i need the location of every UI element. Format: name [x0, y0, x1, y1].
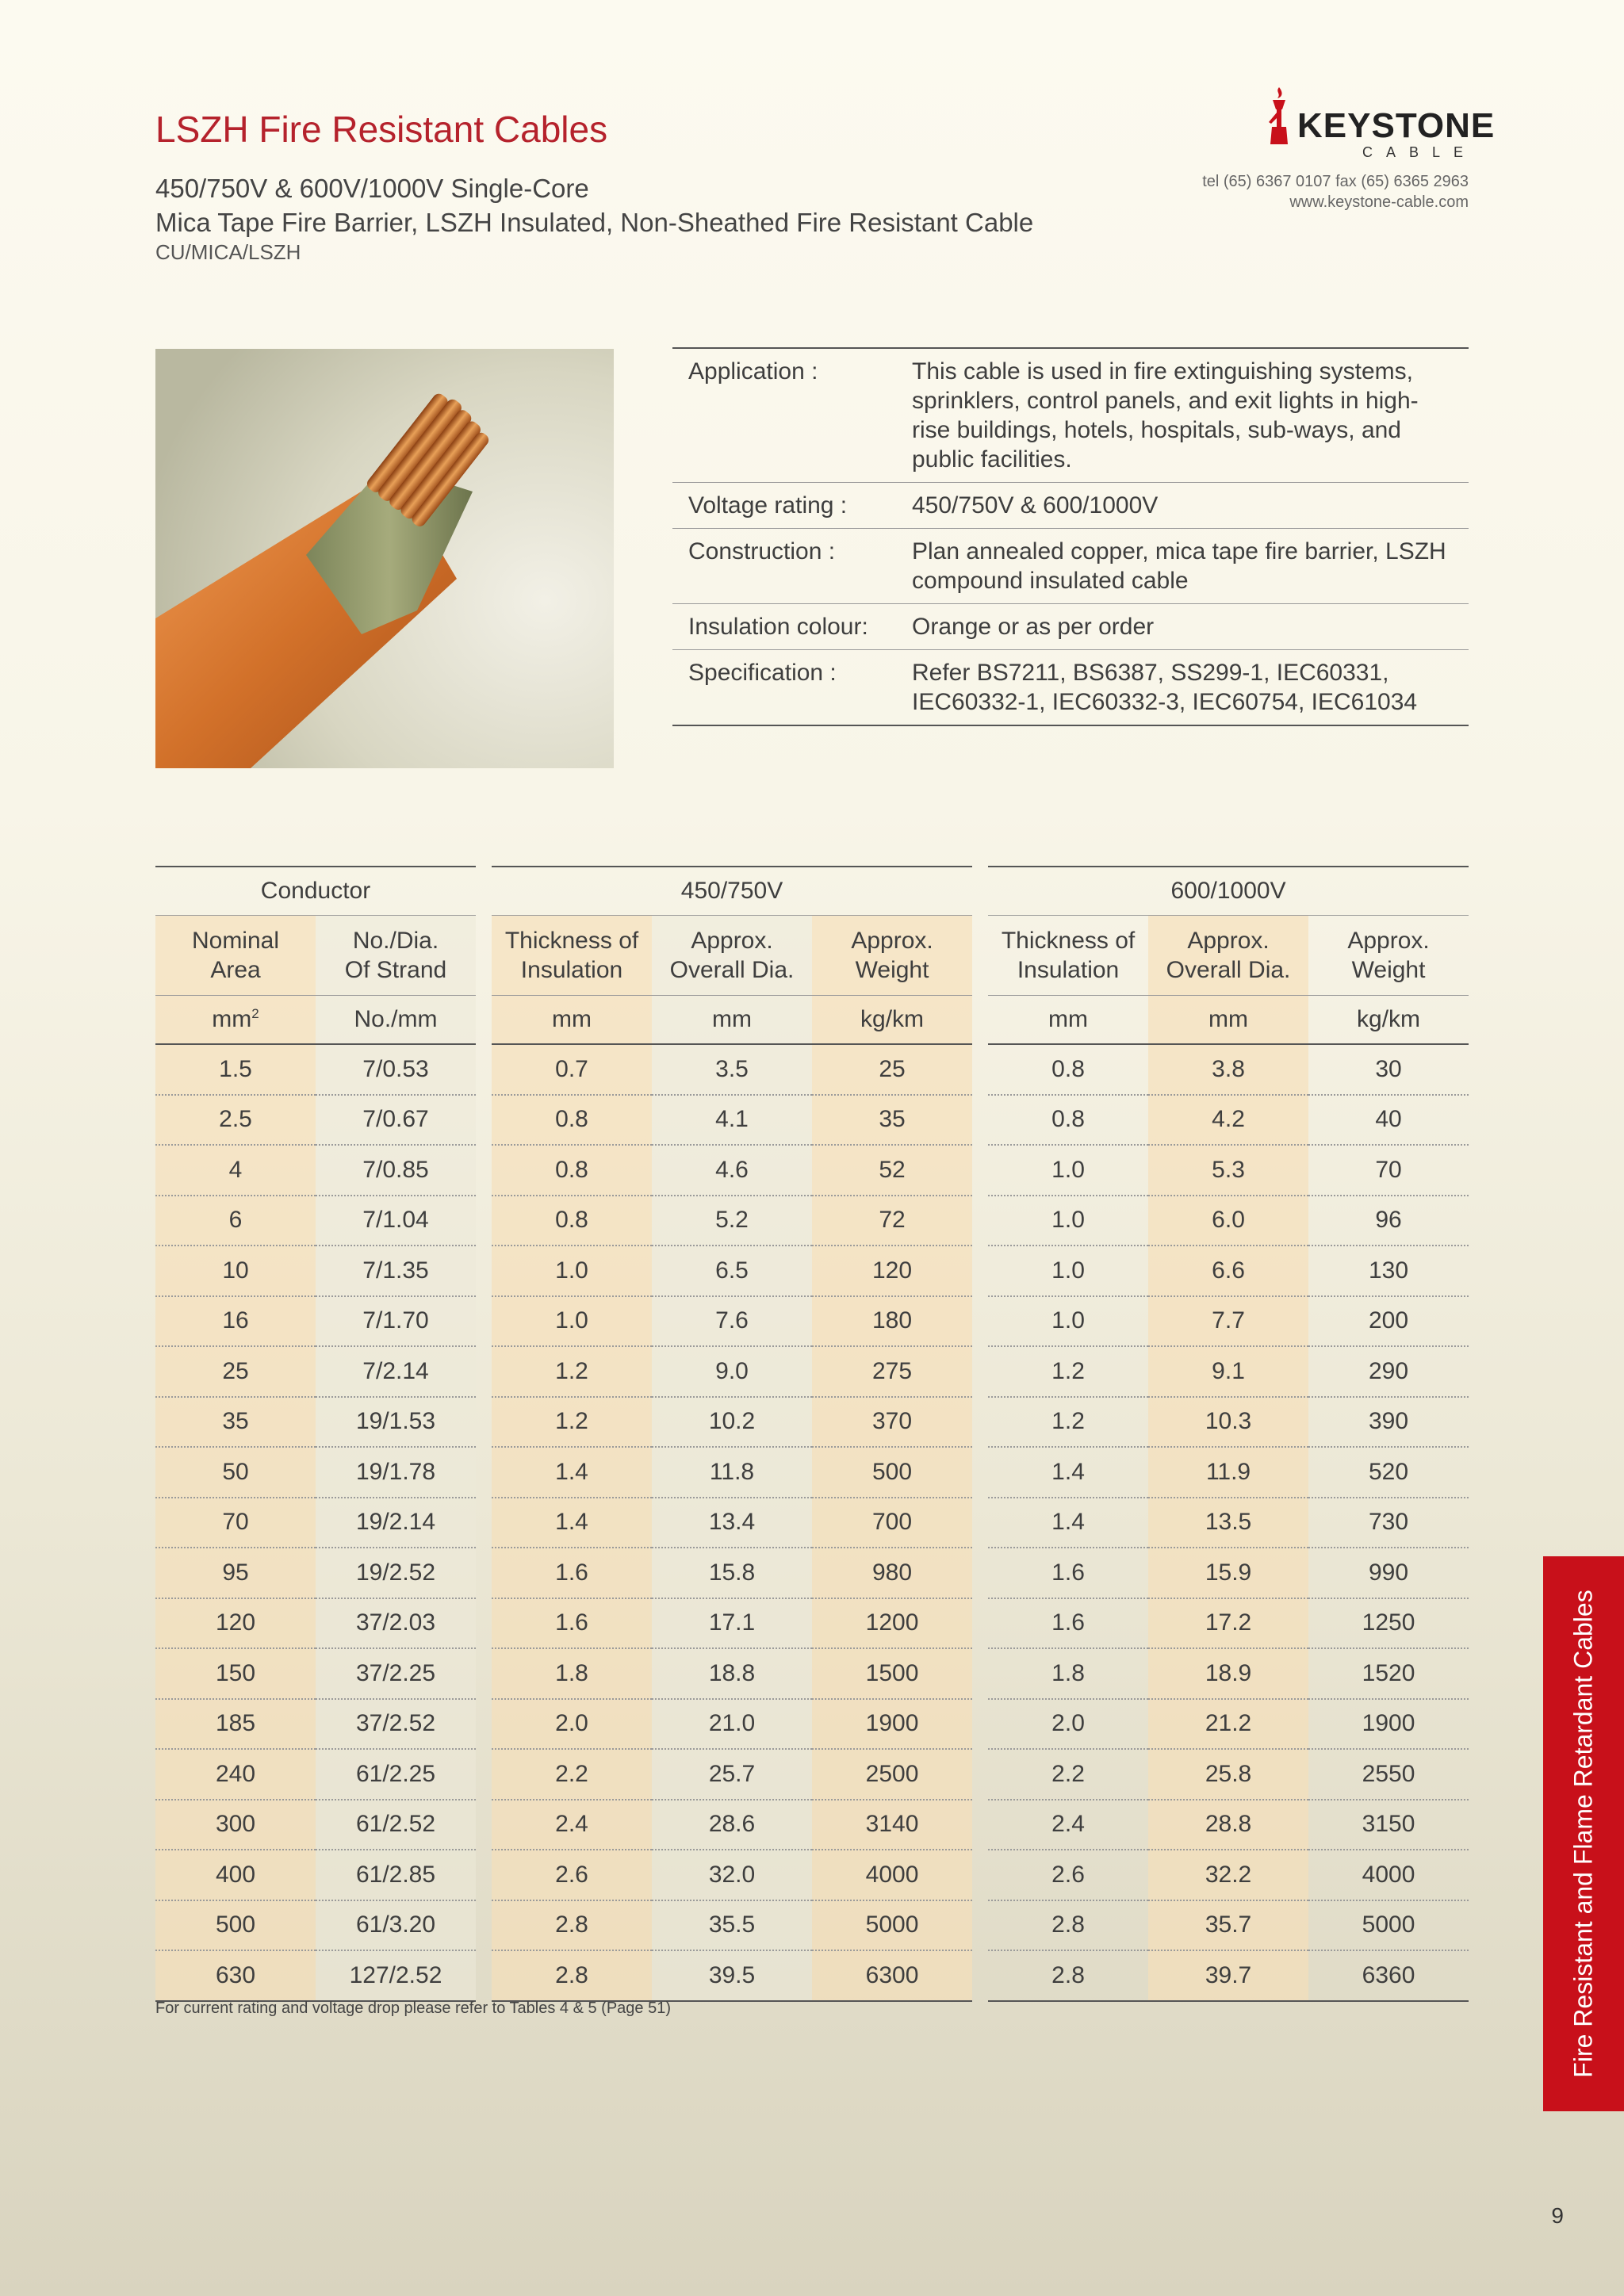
- column-gap: [972, 867, 988, 916]
- column-gap: [476, 1346, 492, 1397]
- table-cell: 1.6: [492, 1548, 652, 1598]
- contact-website: www.keystone-cable.com: [1289, 193, 1469, 211]
- table-cell: 35: [155, 1397, 316, 1448]
- table-cell: 7/1.70: [316, 1296, 476, 1347]
- table-cell: 2.2: [492, 1749, 652, 1800]
- table-row: [155, 1548, 1469, 1598]
- table-cell: 2.4: [492, 1800, 652, 1850]
- table-cell: 390: [1308, 1397, 1469, 1448]
- table-cell: 72: [812, 1196, 972, 1246]
- table-cell: 120: [155, 1598, 316, 1649]
- table-cell: 19/1.53: [316, 1397, 476, 1448]
- table-cell: 11.9: [1148, 1447, 1308, 1498]
- spec-key: Specification :: [688, 660, 837, 686]
- side-tab-label: Fire Resistant and Flame Retardant Cables: [1568, 1590, 1598, 2078]
- column-gap: [972, 1548, 988, 1598]
- column-header: [652, 916, 812, 996]
- table-cell: 2.2: [988, 1749, 1148, 1800]
- column-gap: [972, 1749, 988, 1800]
- table-cell: 39.5: [652, 1950, 812, 2001]
- table-row: [155, 1145, 1469, 1196]
- column-gap: [476, 1095, 492, 1146]
- column-header-line: Thickness of: [1001, 928, 1136, 954]
- table-cell: 70: [155, 1498, 316, 1548]
- table-cell: 6300: [812, 1950, 972, 2001]
- spec-table: [672, 347, 1469, 726]
- table-cell: 70: [1308, 1145, 1469, 1196]
- footnote: For current rating and voltage drop please refer to Tables 4 & 5 (Page 51): [155, 1999, 672, 2017]
- column-gap: [972, 996, 988, 1045]
- column-gap: [972, 1397, 988, 1448]
- column-gap: [476, 1850, 492, 1900]
- table-cell: 16: [155, 1296, 316, 1347]
- column-header-line: Overall Dia.: [669, 957, 795, 983]
- table-cell: 21.2: [1148, 1699, 1308, 1750]
- column-gap: [476, 1950, 492, 2001]
- column-gap: [972, 1095, 988, 1146]
- table-cell: 2.4: [988, 1800, 1148, 1850]
- table-cell: 9.0: [652, 1346, 812, 1397]
- column-gap: [476, 1246, 492, 1296]
- table-cell: 37/2.25: [316, 1648, 476, 1699]
- spec-key: Application :: [688, 358, 818, 385]
- table-cell: 7/0.85: [316, 1145, 476, 1196]
- table-cell: 2.6: [988, 1850, 1148, 1900]
- table-cell: 5.2: [652, 1196, 812, 1246]
- column-gap: [476, 1800, 492, 1850]
- column-gap: [476, 1296, 492, 1347]
- column-gap: [476, 996, 492, 1045]
- table-cell: 10.2: [652, 1397, 812, 1448]
- table-cell: 7/1.35: [316, 1246, 476, 1296]
- group-header: 450/750V: [492, 867, 972, 916]
- table-cell: 18.9: [1148, 1648, 1308, 1699]
- table-cell: 3.8: [1148, 1044, 1308, 1095]
- unit-label: mm: [712, 1006, 752, 1032]
- unit-label: mm: [1048, 1006, 1089, 1032]
- table-cell: 96: [1308, 1196, 1469, 1246]
- spec-key: Voltage rating :: [688, 492, 848, 519]
- column-gap: [476, 1900, 492, 1951]
- spec-value: 450/750V & 600/1000V: [912, 492, 1159, 519]
- group-header: Conductor: [155, 867, 476, 916]
- column-gap: [972, 1800, 988, 1850]
- unit-label: kg/km: [860, 1006, 925, 1032]
- column-header: [812, 916, 972, 996]
- table-cell: 1.6: [988, 1598, 1148, 1649]
- column-gap: [972, 1346, 988, 1397]
- column-gap: [476, 1196, 492, 1246]
- table-cell: 13.4: [652, 1498, 812, 1548]
- table-cell: 1.0: [988, 1196, 1148, 1246]
- table-cell: 1900: [812, 1699, 972, 1750]
- table-cell: 40: [1308, 1095, 1469, 1146]
- unit-cell: [316, 996, 476, 1045]
- column-header-line: No./Dia.: [352, 928, 439, 954]
- column-header-line: Of Strand: [344, 957, 447, 983]
- column-gap: [476, 1598, 492, 1649]
- table-cell: 120: [812, 1246, 972, 1296]
- unit-cell: [812, 996, 972, 1045]
- table-cell: 2.5: [155, 1095, 316, 1146]
- table-cell: 1.6: [492, 1598, 652, 1649]
- column-gap: [972, 1900, 988, 1951]
- unit-cell: [652, 996, 812, 1045]
- table-cell: 2.0: [492, 1699, 652, 1750]
- table-cell: 25.7: [652, 1749, 812, 1800]
- table-cell: 1.5: [155, 1044, 316, 1095]
- table-row: [155, 1498, 1469, 1548]
- table-cell: 7.6: [652, 1296, 812, 1347]
- unit-cell: [988, 996, 1148, 1045]
- table-header-row: [155, 916, 1469, 996]
- table-cell: 1.0: [988, 1246, 1148, 1296]
- table-cell: 1.2: [492, 1397, 652, 1448]
- column-header-line: Insulation: [520, 957, 623, 983]
- table-cell: 4: [155, 1145, 316, 1196]
- table-row: [155, 1346, 1469, 1397]
- table-row: [155, 1196, 1469, 1246]
- cable-code: CU/MICA/LSZH: [155, 240, 301, 264]
- table-cell: 1.0: [988, 1145, 1148, 1196]
- table-cell: 19/2.52: [316, 1548, 476, 1598]
- table-cell: 300: [155, 1800, 316, 1850]
- section-side-tab: [1543, 1556, 1624, 2111]
- column-gap: [476, 1397, 492, 1448]
- column-gap: [476, 1548, 492, 1598]
- table-cell: 15.8: [652, 1548, 812, 1598]
- table-cell: 17.1: [652, 1598, 812, 1649]
- table-cell: 25: [155, 1346, 316, 1397]
- table-cell: 9.1: [1148, 1346, 1308, 1397]
- table-row: [155, 1850, 1469, 1900]
- table-cell: 1.8: [988, 1648, 1148, 1699]
- table-row: [155, 1950, 1469, 2001]
- table-cell: 7.7: [1148, 1296, 1308, 1347]
- column-header: [316, 916, 476, 996]
- table-cell: 10: [155, 1246, 316, 1296]
- table-cell: 0.8: [988, 1044, 1148, 1095]
- table-cell: 52: [812, 1145, 972, 1196]
- subtitle-line-2: Mica Tape Fire Barrier, LSZH Insulated, Non-Sheathed Fire Resistant Cable: [155, 208, 1034, 237]
- spec-row: [672, 604, 1469, 650]
- table-cell: 1500: [812, 1648, 972, 1699]
- table-unit-row: [155, 996, 1469, 1045]
- table-cell: 1.0: [492, 1246, 652, 1296]
- torch-icon: [1266, 86, 1293, 146]
- column-gap: [476, 1447, 492, 1498]
- table-cell: 4.6: [652, 1145, 812, 1196]
- table-row: [155, 1296, 1469, 1347]
- table-cell: 95: [155, 1548, 316, 1598]
- column-gap: [972, 1145, 988, 1196]
- spec-key: Construction :: [688, 538, 836, 564]
- table-cell: 275: [812, 1346, 972, 1397]
- spec-key: Insulation colour:: [688, 614, 868, 640]
- table-cell: 630: [155, 1950, 316, 2001]
- table-row: [155, 1648, 1469, 1699]
- spec-value: Plan annealed copper, mica tape fire barrier, LSZH compound insulated cable: [912, 538, 1446, 594]
- column-gap: [476, 916, 492, 996]
- table-cell: 1250: [1308, 1598, 1469, 1649]
- table-cell: 500: [812, 1447, 972, 1498]
- table-cell: 1.8: [492, 1648, 652, 1699]
- table-cell: 5000: [1308, 1900, 1469, 1951]
- table-cell: 4000: [1308, 1850, 1469, 1900]
- unit-superscript: 2: [251, 1006, 259, 1021]
- table-cell: 4.2: [1148, 1095, 1308, 1146]
- column-header-line: Overall Dia.: [1166, 957, 1291, 983]
- page-number: 9: [1551, 2203, 1564, 2228]
- table-row: [155, 1598, 1469, 1649]
- subtitle-line-1: 450/750V & 600V/1000V Single-Core: [155, 174, 589, 203]
- table-cell: 1520: [1308, 1648, 1469, 1699]
- table-cell: 730: [1308, 1498, 1469, 1548]
- column-gap: [476, 1145, 492, 1196]
- table-cell: 200: [1308, 1296, 1469, 1347]
- contact-phone: tel (65) 6367 0107 fax (65) 6365 2963: [1202, 173, 1469, 190]
- column-header: [988, 916, 1148, 996]
- table-cell: 1.4: [492, 1498, 652, 1548]
- unit-cell: [1308, 996, 1469, 1045]
- table-cell: 990: [1308, 1548, 1469, 1598]
- group-header: 600/1000V: [988, 867, 1469, 916]
- table-cell: 11.8: [652, 1447, 812, 1498]
- column-gap: [972, 1196, 988, 1246]
- column-header: [1308, 916, 1469, 996]
- table-cell: 37/2.03: [316, 1598, 476, 1649]
- spec-row: [672, 483, 1469, 529]
- unit-label: mm: [212, 1006, 252, 1032]
- logo-sub: CABLE: [1362, 144, 1477, 160]
- table-cell: 28.8: [1148, 1800, 1308, 1850]
- table-cell: 1.6: [988, 1548, 1148, 1598]
- table-cell: 400: [155, 1850, 316, 1900]
- table-row: [155, 1749, 1469, 1800]
- table-cell: 2.8: [492, 1900, 652, 1951]
- table-cell: 50: [155, 1447, 316, 1498]
- column-gap: [476, 1648, 492, 1699]
- column-header-line: Approx.: [1187, 928, 1270, 954]
- table-cell: 25: [812, 1044, 972, 1095]
- table-cell: 21.0: [652, 1699, 812, 1750]
- column-header-line: Insulation: [1017, 957, 1120, 983]
- table-cell: 32.2: [1148, 1850, 1308, 1900]
- table-cell: 5.3: [1148, 1145, 1308, 1196]
- table-cell: 13.5: [1148, 1498, 1308, 1548]
- table-cell: 2.6: [492, 1850, 652, 1900]
- column-header-line: Area: [210, 957, 261, 983]
- table-cell: 1.4: [988, 1498, 1148, 1548]
- column-gap: [476, 1749, 492, 1800]
- unit-label: kg/km: [1357, 1006, 1421, 1032]
- contact-info: [1202, 171, 1469, 212]
- table-cell: 7/1.04: [316, 1196, 476, 1246]
- column-gap: [476, 1498, 492, 1548]
- column-header: [492, 916, 652, 996]
- column-header: [1148, 916, 1308, 996]
- table-cell: 130: [1308, 1246, 1469, 1296]
- table-cell: 61/3.20: [316, 1900, 476, 1951]
- table-cell: 1.4: [988, 1447, 1148, 1498]
- table-cell: 150: [155, 1648, 316, 1699]
- spec-row: [672, 348, 1469, 483]
- table-cell: 370: [812, 1397, 972, 1448]
- spec-row: [672, 650, 1469, 726]
- keystone-logo: [1266, 86, 1496, 162]
- table-cell: 6.6: [1148, 1246, 1308, 1296]
- spec-value: Refer BS7211, BS6387, SS299-1, IEC60331, IEC60332-1, IEC60332-3, IEC60754, IEC61034: [912, 660, 1418, 715]
- unit-label: No./mm: [354, 1006, 438, 1032]
- logo-brand: KEYSTONE: [1297, 106, 1496, 145]
- table-cell: 0.8: [988, 1095, 1148, 1146]
- column-gap: [972, 1044, 988, 1095]
- table-cell: 32.0: [652, 1850, 812, 1900]
- table-cell: 1.2: [988, 1397, 1148, 1448]
- table-cell: 2.8: [988, 1950, 1148, 2001]
- table-cell: 39.7: [1148, 1950, 1308, 2001]
- table-cell: 5000: [812, 1900, 972, 1951]
- unit-label: mm: [552, 1006, 592, 1032]
- table-cell: 61/2.85: [316, 1850, 476, 1900]
- column-header-line: Approx.: [851, 928, 933, 954]
- column-header-line: Thickness of: [504, 928, 639, 954]
- table-cell: 290: [1308, 1346, 1469, 1397]
- table-row: [155, 1900, 1469, 1951]
- column-gap: [972, 1598, 988, 1649]
- cable-data-table: [155, 866, 1469, 2002]
- table-cell: 19/2.14: [316, 1498, 476, 1548]
- unit-cell: [1148, 996, 1308, 1045]
- table-cell: 2.8: [988, 1900, 1148, 1951]
- table-cell: 3150: [1308, 1800, 1469, 1850]
- table-cell: 7/0.53: [316, 1044, 476, 1095]
- spec-value: This cable is used in fire extinguishing systems, sprinklers, control panels, and exit lights in high-rise buildings, hotels, hospitals, sub-ways, and public facilities.: [912, 358, 1419, 473]
- table-cell: 4.1: [652, 1095, 812, 1146]
- column-gap: [476, 1044, 492, 1095]
- column-gap: [476, 1699, 492, 1750]
- column-gap: [972, 1296, 988, 1347]
- table-cell: 25.8: [1148, 1749, 1308, 1800]
- column-header-line: Approx.: [1347, 928, 1430, 954]
- column-gap: [972, 1447, 988, 1498]
- table-cell: 1200: [812, 1598, 972, 1649]
- table-cell: 980: [812, 1548, 972, 1598]
- table-cell: 35.7: [1148, 1900, 1308, 1951]
- column-gap: [972, 1648, 988, 1699]
- table-cell: 1.2: [492, 1346, 652, 1397]
- column-gap: [972, 1950, 988, 2001]
- table-cell: 1.0: [492, 1296, 652, 1347]
- table-group-row: [155, 867, 1469, 916]
- table-row: [155, 1095, 1469, 1146]
- table-cell: 3.5: [652, 1044, 812, 1095]
- column-header-line: Weight: [1351, 957, 1426, 983]
- unit-cell: [155, 996, 316, 1045]
- column-gap: [972, 1246, 988, 1296]
- table-cell: 1.0: [988, 1296, 1148, 1347]
- table-cell: 3140: [812, 1800, 972, 1850]
- table-cell: 240: [155, 1749, 316, 1800]
- table-cell: 35: [812, 1095, 972, 1146]
- table-row: [155, 1397, 1469, 1448]
- table-cell: 0.8: [492, 1196, 652, 1246]
- table-cell: 2.0: [988, 1699, 1148, 1750]
- table-cell: 185: [155, 1699, 316, 1750]
- table-row: [155, 1447, 1469, 1498]
- table-row: [155, 1699, 1469, 1750]
- table-row: [155, 1044, 1469, 1095]
- table-cell: 7/0.67: [316, 1095, 476, 1146]
- table-cell: 15.9: [1148, 1548, 1308, 1598]
- table-cell: 0.7: [492, 1044, 652, 1095]
- spec-value: Orange or as per order: [912, 614, 1155, 640]
- table-cell: 520: [1308, 1447, 1469, 1498]
- table-cell: 2500: [812, 1749, 972, 1800]
- unit-label: mm: [1208, 1006, 1249, 1032]
- table-cell: 37/2.52: [316, 1699, 476, 1750]
- table-cell: 61/2.25: [316, 1749, 476, 1800]
- table-cell: 30: [1308, 1044, 1469, 1095]
- table-cell: 0.8: [492, 1095, 652, 1146]
- table-cell: 6.0: [1148, 1196, 1308, 1246]
- table-cell: 35.5: [652, 1900, 812, 1951]
- table-row: [155, 1246, 1469, 1296]
- cable-photo: [155, 349, 614, 768]
- table-cell: 10.3: [1148, 1397, 1308, 1448]
- page-title: LSZH Fire Resistant Cables: [155, 109, 608, 150]
- table-cell: 61/2.52: [316, 1800, 476, 1850]
- table-cell: 6360: [1308, 1950, 1469, 2001]
- page-subtitle: [155, 171, 1033, 239]
- table-cell: 127/2.52: [316, 1950, 476, 2001]
- table-cell: 2.8: [492, 1950, 652, 2001]
- column-header: [155, 916, 316, 996]
- table-cell: 1900: [1308, 1699, 1469, 1750]
- column-header-line: Weight: [855, 957, 929, 983]
- table-cell: 19/1.78: [316, 1447, 476, 1498]
- table-cell: 4000: [812, 1850, 972, 1900]
- table-cell: 18.8: [652, 1648, 812, 1699]
- column-gap: [476, 867, 492, 916]
- column-gap: [972, 1498, 988, 1548]
- table-cell: 28.6: [652, 1800, 812, 1850]
- column-header-line: Nominal: [191, 928, 280, 954]
- table-cell: 17.2: [1148, 1598, 1308, 1649]
- column-gap: [972, 1699, 988, 1750]
- table-cell: 0.8: [492, 1145, 652, 1196]
- table-cell: 500: [155, 1900, 316, 1951]
- unit-cell: [492, 996, 652, 1045]
- table-cell: 6.5: [652, 1246, 812, 1296]
- table-cell: 1.4: [492, 1447, 652, 1498]
- column-header-line: Approx.: [691, 928, 773, 954]
- table-cell: 700: [812, 1498, 972, 1548]
- table-cell: 7/2.14: [316, 1346, 476, 1397]
- spec-row: [672, 529, 1469, 604]
- table-cell: 1.2: [988, 1346, 1148, 1397]
- table-cell: 2550: [1308, 1749, 1469, 1800]
- table-cell: 6: [155, 1196, 316, 1246]
- table-cell: 180: [812, 1296, 972, 1347]
- table-row: [155, 1800, 1469, 1850]
- column-gap: [972, 916, 988, 996]
- column-gap: [972, 1850, 988, 1900]
